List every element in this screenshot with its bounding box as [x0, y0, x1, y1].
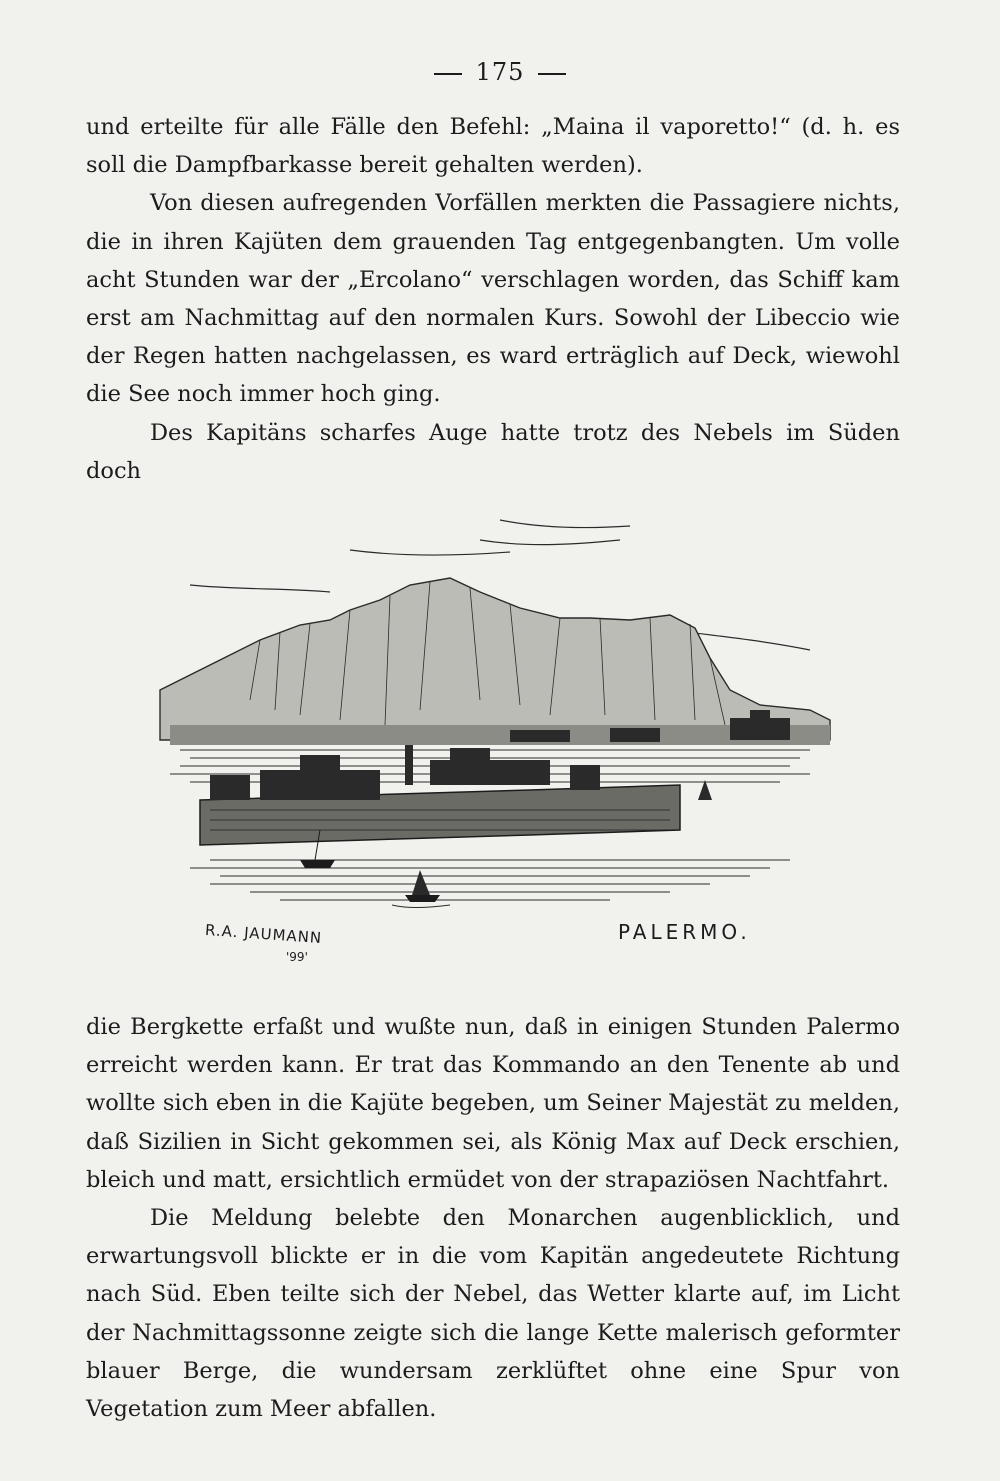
artist-signature-year: '99' — [286, 950, 308, 964]
paragraph: Die Meldung belebte den Monarchen augenblicklich, und erwartungsvoll blickte er in die vom Kapitän angedeutete Richtung nach Süd. Eben teilte sich der Nebel, das Wetter klarte auf, im Licht der Nachmittagssonne zeigte sich die lange Kette malerisch geformter blauer Berge, die wundersam zerklüftet ohne eine Spur von Vegetation zum Meer abfallen. — [86, 1205, 900, 1423]
paragraph: Von diesen aufregenden Vorfällen merkten die Passagiere nichts, die in ihren Kajüten dem grauenden Tag entgegenbangten. Um volle acht Stunden war der „Ercolano“ verschlagen worden, das Schiff kam erst am Nachmittag auf den normalen Kurs. Sowohl der Libeccio wie der Regen hatten nachgelassen, es ward erträglich auf Deck, wiewohl die See noch immer hoch ging. — [86, 190, 900, 408]
page-number-dash-left — [434, 73, 462, 75]
text-block-top — [86, 108, 900, 490]
paragraph: die Bergkette erfaßt und wußte nun, daß in einigen Stunden Palermo erreicht werden kann. Er trat das Kommando an den Tenente ab und wollte sich eben in die Kajüte begeben, um Seiner Majestät zu melden, daß Sizilien in Sicht gekommen sei, als König Max auf Deck erschien, bleich und matt, ersichtlich ermüdet von der strapaziösen Nachtfahrt. — [86, 1014, 900, 1193]
page-number-dash-right — [538, 73, 566, 75]
harbor-fortress — [200, 745, 680, 845]
paragraph: Des Kapitäns scharfes Auge hatte trotz des Nebels im Süden doch — [86, 419, 900, 484]
paragraph: und erteilte für alle Fälle den Befehl: „Maina il vaporetto!“ (d. h. es soll die Dampfbarkasse bereit gehalten werden). — [86, 114, 900, 179]
artist-signature: R.A. JAUMANN — [204, 920, 323, 948]
page-number — [0, 58, 1000, 86]
palermo-illustration — [150, 500, 840, 980]
page-number-value: 175 — [475, 58, 525, 86]
mountain-range — [160, 578, 830, 740]
illustration-caption: PALERMO. — [618, 920, 751, 944]
text-block-bottom — [86, 1008, 900, 1428]
harbor-etching — [150, 500, 840, 980]
